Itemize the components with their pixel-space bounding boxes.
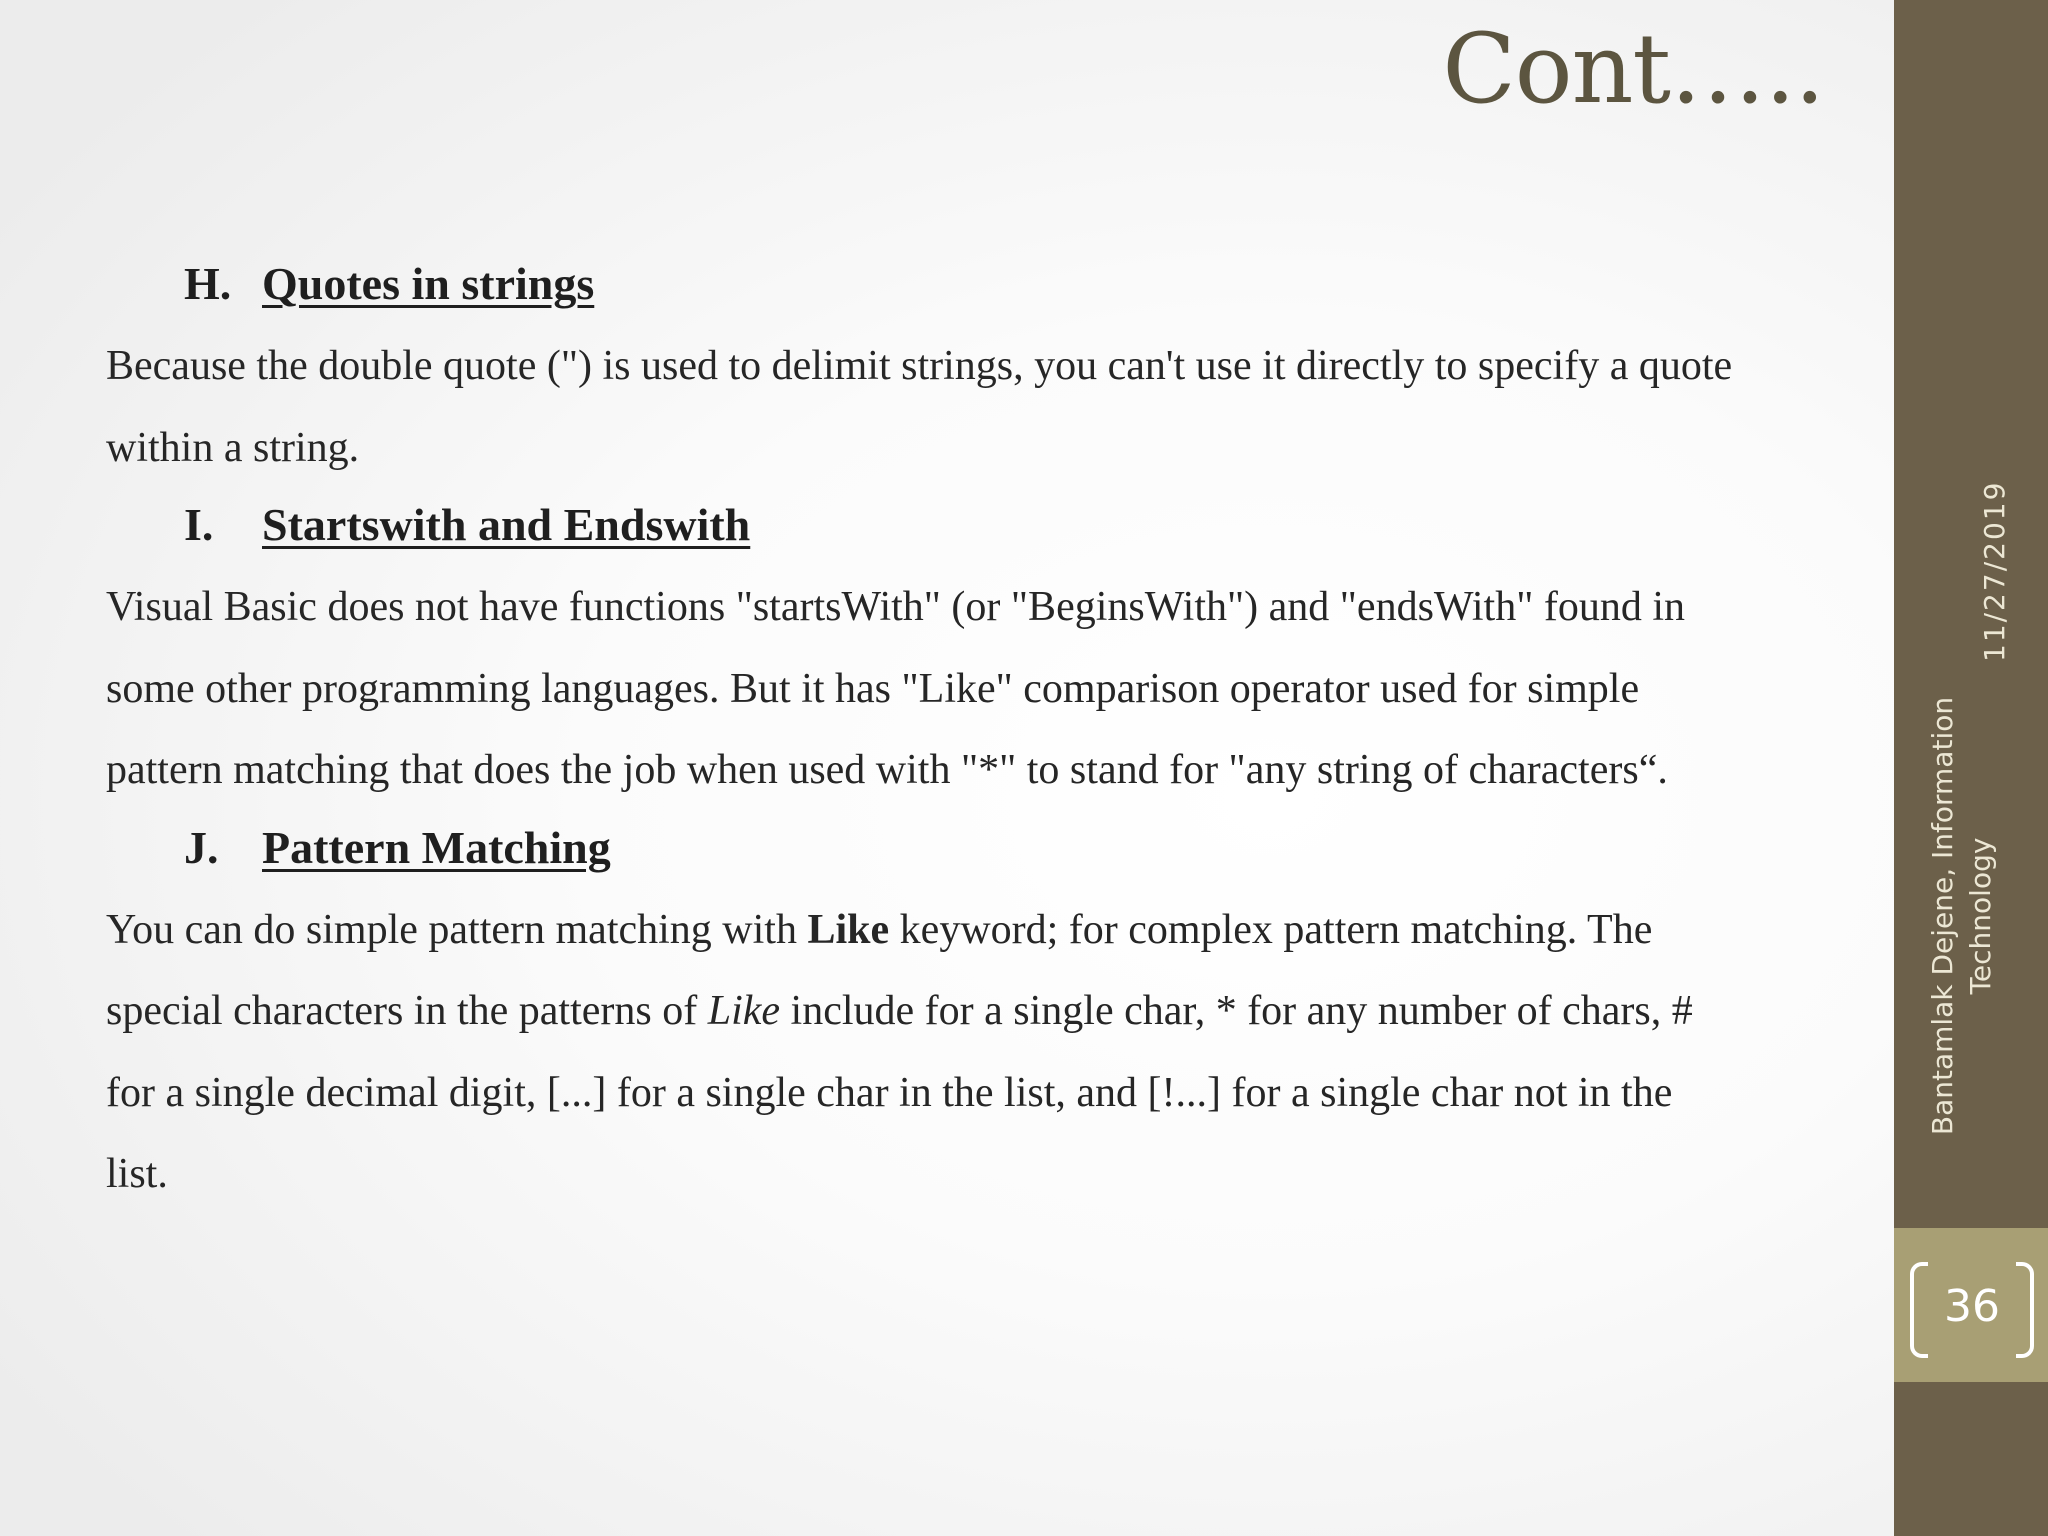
author-line: Bantamlak Dejene, Information bbox=[1926, 696, 1959, 1136]
section-body-startswith bbox=[106, 567, 1906, 812]
slide-title: Cont….. bbox=[1442, 13, 1824, 125]
section-letter: I. bbox=[184, 499, 214, 550]
section-body-quotes bbox=[106, 326, 1906, 489]
section-letter: J. bbox=[184, 821, 219, 873]
text-run: keyword; for complex pattern matching. The bbox=[889, 906, 1653, 953]
section-body-pattern-matching bbox=[106, 890, 1906, 1216]
body-line: list. bbox=[106, 1151, 168, 1197]
section-heading-startswith bbox=[106, 495, 1906, 555]
body-line: within a string. bbox=[106, 424, 360, 471]
slide-footer-author bbox=[1924, 696, 2000, 1136]
section-title: Startswith and Endswith bbox=[262, 499, 751, 550]
text-run: You can do simple pattern matching with bbox=[106, 906, 808, 953]
right-bracket-icon bbox=[2016, 1262, 2034, 1358]
body-line: for a single decimal digit, [...] for a single char in the list, and [!...] for a single char not in the bbox=[106, 1069, 1673, 1116]
body-line bbox=[106, 971, 1906, 1053]
section-title: Pattern Matching bbox=[262, 821, 611, 873]
page-number-value: 36 bbox=[1944, 1281, 2000, 1332]
body-line: some other programming languages. But it has "Like" comparison operator used for simple bbox=[106, 665, 1640, 712]
body-line: Visual Basic does not have functions "startsWith" (or "BeginsWith") and "endsWith" found in bbox=[106, 584, 1686, 630]
keyword-like-italic: Like bbox=[707, 988, 781, 1034]
keyword-like-bold: Like bbox=[807, 906, 890, 953]
slide-date: 11/27/2019 bbox=[1978, 480, 2011, 662]
section-heading-pattern-matching bbox=[106, 818, 1906, 878]
text-run: include for a single char, * for any number of chars, # bbox=[780, 988, 1693, 1034]
section-heading-quotes bbox=[106, 254, 1906, 314]
body-line: Because the double quote (") is used to delimit strings, you can't use it directly to specify a quote bbox=[106, 343, 1733, 389]
page-number bbox=[1910, 1262, 2034, 1352]
slide-content bbox=[106, 248, 1906, 1216]
section-letter: H. bbox=[184, 258, 232, 309]
section-title: Quotes in strings bbox=[262, 258, 595, 309]
body-line: pattern matching that does the job when used with "*" to stand for "any string of characters“. bbox=[106, 747, 1668, 793]
text-run: special characters in the patterns of bbox=[106, 988, 708, 1034]
body-line bbox=[106, 890, 1906, 972]
left-bracket-icon bbox=[1910, 1262, 1928, 1358]
author-line: Technology bbox=[1964, 837, 1997, 995]
